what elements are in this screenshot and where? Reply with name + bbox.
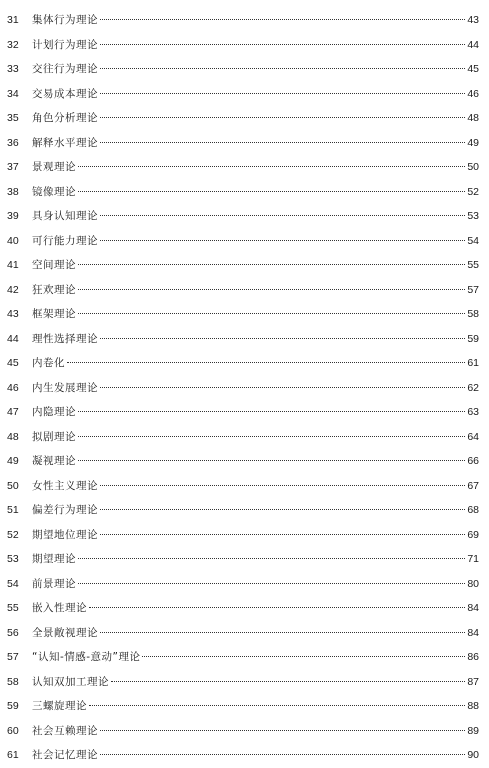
toc-row[interactable] [0, 155, 489, 180]
toc-entry-title: 三螺旋理论 [32, 700, 87, 712]
toc-entry-number: 43 [7, 308, 19, 320]
toc-entry-title: 嵌入性理论 [32, 602, 87, 614]
toc-entry-number: 57 [7, 651, 19, 663]
toc-entry-number: 32 [7, 38, 19, 51]
toc-entry-title: 狂欢理论 [32, 283, 76, 296]
toc-entry-title: 内隐理论 [32, 406, 76, 418]
toc-entry-link[interactable] [32, 670, 479, 695]
toc-row[interactable] [0, 106, 489, 131]
toc-entry-number: 55 [7, 602, 19, 614]
toc-row[interactable] [0, 302, 489, 327]
toc-dot-leader [100, 19, 465, 20]
toc-entry-number: 61 [7, 749, 19, 761]
toc-row[interactable] [0, 229, 489, 254]
toc-entry-page-number: 57 [467, 283, 479, 296]
toc-row[interactable] [0, 425, 489, 450]
toc-entry-number: 37 [7, 161, 19, 173]
toc-entry-page-number: 84 [467, 626, 479, 639]
toc-entry-title: 拟剧理论 [32, 430, 76, 443]
toc-entry-link[interactable] [32, 82, 479, 107]
toc-row[interactable] [0, 523, 489, 548]
toc-entry-page-number: 58 [467, 308, 479, 320]
toc-entry-page-number: 61 [467, 357, 479, 369]
toc-dot-leader [78, 558, 465, 559]
toc-entry-number: 45 [7, 357, 19, 369]
toc-row[interactable] [0, 596, 489, 621]
toc-dot-leader [100, 730, 465, 731]
toc-entry-link[interactable] [32, 376, 479, 401]
toc-entry-number: 60 [7, 724, 19, 737]
toc-entry-number: 33 [7, 63, 19, 75]
toc-entry-page-number: 45 [467, 63, 479, 75]
toc-row[interactable] [0, 33, 489, 58]
toc-dot-leader [100, 485, 465, 486]
toc-dot-leader [78, 583, 465, 584]
toc-entry-number: 54 [7, 577, 19, 590]
toc-dot-leader [78, 411, 465, 412]
toc-row[interactable] [0, 204, 489, 229]
toc-row[interactable] [0, 82, 489, 107]
toc-entry-link[interactable] [32, 131, 479, 156]
toc-entry-link[interactable] [32, 425, 479, 450]
toc-entry-page-number: 53 [467, 210, 479, 222]
toc-entry-number: 38 [7, 185, 19, 198]
toc-entry-page-number: 87 [467, 675, 479, 688]
toc-dot-leader [142, 656, 465, 657]
toc-entry-page-number: 63 [467, 406, 479, 418]
toc-entry-number: 47 [7, 406, 19, 418]
toc-entry-page-number: 52 [467, 185, 479, 198]
toc-entry-page-number: 55 [467, 259, 479, 271]
toc-entry-link[interactable] [32, 351, 479, 376]
toc-entry-title: 集体行为理论 [32, 14, 98, 26]
toc-entry-link[interactable] [32, 743, 479, 768]
toc-entry-link[interactable] [32, 106, 479, 131]
toc-entry-link[interactable] [32, 719, 479, 744]
toc-entry-number: 58 [7, 675, 19, 688]
toc-row[interactable] [0, 547, 489, 572]
toc-entry-link[interactable] [32, 572, 479, 597]
toc-row[interactable] [0, 572, 489, 597]
toc-row[interactable] [0, 278, 489, 303]
toc-row[interactable] [0, 376, 489, 401]
toc-entry-page-number: 43 [467, 14, 479, 26]
toc-entry-number: 34 [7, 87, 19, 100]
toc-dot-leader [100, 215, 465, 216]
toc-entry-number: 48 [7, 430, 19, 443]
toc-row[interactable] [0, 743, 489, 768]
toc-entry-title: 内卷化 [32, 357, 65, 369]
toc-dot-leader [78, 191, 465, 192]
toc-entry-page-number: 62 [467, 381, 479, 394]
toc-entry-page-number: 48 [467, 112, 479, 124]
toc-entry-title: 女性主义理论 [32, 479, 98, 492]
toc-dot-leader [100, 142, 465, 143]
toc-entry-link[interactable] [32, 596, 479, 621]
toc-dot-leader [100, 632, 465, 633]
toc-row[interactable] [0, 8, 489, 33]
toc-entry-title: 景观理论 [32, 161, 76, 173]
toc-entry-link[interactable] [32, 278, 479, 303]
toc-entry-page-number: 88 [467, 700, 479, 712]
toc-entry-title: 内生发展理论 [32, 381, 98, 394]
toc-entry-link[interactable] [32, 621, 479, 646]
toc-row[interactable] [0, 645, 489, 670]
toc-dot-leader [78, 166, 465, 167]
toc-dot-leader [78, 460, 465, 461]
toc-entry-title: 期望地位理论 [32, 528, 98, 541]
toc-entry-number: 59 [7, 700, 19, 712]
toc-entry-number: 40 [7, 234, 19, 247]
toc-dot-leader [100, 68, 465, 69]
toc-dot-leader [100, 117, 465, 118]
toc-row[interactable] [0, 351, 489, 376]
toc-entry-page-number: 66 [467, 455, 479, 467]
toc-row[interactable] [0, 498, 489, 523]
toc-entry-number: 39 [7, 210, 19, 222]
toc-entry-title: 框架理论 [32, 308, 76, 320]
toc-entry-title: “认知-情感-意动”理论 [32, 651, 141, 663]
toc-entry-link[interactable] [32, 694, 479, 719]
toc-entry-link[interactable] [32, 8, 479, 33]
toc-entry-page-number: 86 [467, 651, 479, 663]
toc-entry-title: 角色分析理论 [32, 112, 98, 124]
toc-entry-title: 镜像理论 [32, 185, 76, 198]
toc-row[interactable] [0, 621, 489, 646]
toc-entry-page-number: 69 [467, 528, 479, 541]
toc-entry-title: 空间理论 [32, 259, 76, 271]
toc-entry-title: 认知双加工理论 [32, 675, 109, 688]
toc-entry-page-number: 44 [467, 38, 479, 51]
toc-entry-page-number: 49 [467, 136, 479, 149]
toc-entry-title: 理性选择理论 [32, 332, 98, 345]
toc-row[interactable] [0, 474, 489, 499]
toc-entry-number: 49 [7, 455, 19, 467]
toc-entry-title: 具身认知理论 [32, 210, 98, 222]
toc-entry-number: 41 [7, 259, 19, 271]
toc-entry-link[interactable] [32, 204, 479, 229]
toc-dot-leader [100, 754, 465, 755]
toc-dot-leader [100, 387, 465, 388]
toc-entry-page-number: 59 [467, 332, 479, 345]
toc-row[interactable] [0, 327, 489, 352]
toc-dot-leader [100, 338, 465, 339]
toc-entry-page-number: 89 [467, 724, 479, 737]
toc-entry-number: 35 [7, 112, 19, 124]
toc-entry-title: 交易成本理论 [32, 87, 98, 100]
toc-entry-link[interactable] [32, 645, 479, 670]
toc-entry-page-number: 68 [467, 504, 479, 516]
toc-entry-number: 52 [7, 528, 19, 541]
toc-entry-title: 社会记忆理论 [32, 749, 98, 761]
toc-row[interactable] [0, 57, 489, 82]
toc-entry-page-number: 54 [467, 234, 479, 247]
toc-entry-link[interactable] [32, 33, 479, 58]
toc-row[interactable] [0, 694, 489, 719]
toc-entry-link[interactable] [32, 327, 479, 352]
toc-dot-leader [100, 240, 465, 241]
toc-entry-title: 全景敞视理论 [32, 626, 98, 639]
toc-entry-number: 56 [7, 626, 19, 639]
toc-entry-number: 44 [7, 332, 19, 345]
toc-entry-page-number: 67 [467, 479, 479, 492]
toc-entry-number: 36 [7, 136, 19, 149]
toc-row[interactable] [0, 670, 489, 695]
toc-dot-leader [100, 534, 465, 535]
toc-entry-title: 社会互赖理论 [32, 724, 98, 737]
toc-row[interactable] [0, 131, 489, 156]
toc-dot-leader [100, 509, 465, 510]
toc-entry-link[interactable] [32, 523, 479, 548]
toc-entry-title: 解释水平理论 [32, 136, 98, 149]
toc-entry-page-number: 84 [467, 602, 479, 614]
toc-dot-leader [78, 264, 465, 265]
toc-entry-title: 期望理论 [32, 553, 76, 565]
toc-entry-title: 计划行为理论 [32, 38, 98, 51]
toc-entry-link[interactable] [32, 400, 479, 425]
toc-dot-leader [89, 607, 465, 608]
toc-dot-leader [89, 705, 465, 706]
toc-entry-link[interactable] [32, 229, 479, 254]
toc-dot-leader [78, 313, 465, 314]
toc-dot-leader [78, 436, 465, 437]
toc-entry-link[interactable] [32, 57, 479, 82]
toc-entry-title: 交往行为理论 [32, 63, 98, 75]
toc-row[interactable] [0, 449, 489, 474]
toc-entry-number: 51 [7, 504, 19, 516]
toc-entry-page-number: 90 [467, 749, 479, 761]
toc-dot-leader [78, 289, 465, 290]
toc-entry-title: 凝视理论 [32, 455, 76, 467]
toc-entry-title: 前景理论 [32, 577, 76, 590]
toc-entry-link[interactable] [32, 253, 479, 278]
toc-entry-title: 偏差行为理论 [32, 504, 98, 516]
toc-entry-number: 42 [7, 283, 19, 296]
toc-dot-leader [100, 93, 465, 94]
toc-entry-number: 53 [7, 553, 19, 565]
toc-entry-link[interactable] [32, 474, 479, 499]
toc-entry-link[interactable] [32, 547, 479, 572]
toc-entry-page-number: 71 [467, 553, 479, 565]
toc-entry-page-number: 64 [467, 430, 479, 443]
toc-entry-number: 31 [7, 14, 19, 26]
toc-entry-link[interactable] [32, 180, 479, 205]
toc-entry-page-number: 80 [467, 577, 479, 590]
toc-dot-leader [67, 362, 465, 363]
toc-entry-link[interactable] [32, 449, 479, 474]
toc-entry-number: 50 [7, 479, 19, 492]
toc-entry-title: 可行能力理论 [32, 234, 98, 247]
toc-entry-page-number: 50 [467, 161, 479, 173]
toc-dot-leader [100, 44, 465, 45]
toc-entry-link[interactable] [32, 498, 479, 523]
toc-entry-page-number: 46 [467, 87, 479, 100]
table-of-contents [0, 8, 489, 768]
toc-row[interactable] [0, 719, 489, 744]
toc-row[interactable] [0, 253, 489, 278]
toc-entry-link[interactable] [32, 302, 479, 327]
toc-entry-number: 46 [7, 381, 19, 394]
toc-entry-link[interactable] [32, 155, 479, 180]
toc-dot-leader [111, 681, 465, 682]
toc-row[interactable] [0, 180, 489, 205]
toc-row[interactable] [0, 400, 489, 425]
